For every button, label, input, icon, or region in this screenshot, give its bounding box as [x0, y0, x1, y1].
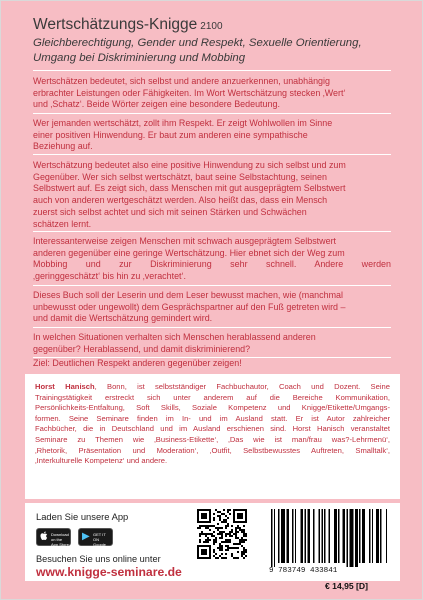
- barcode-bar: [271, 509, 272, 567]
- barcode-bar: [281, 509, 285, 563]
- subtitle-line: Gleichberechtigung, Gender und Respekt, Sexuelle Orientierung,: [33, 37, 362, 49]
- barcode-bar: [324, 509, 325, 563]
- qr-code[interactable]: [197, 509, 247, 559]
- google-play-icon: ▶: [82, 531, 90, 542]
- isbn-number: 9 783749 433841: [269, 567, 338, 575]
- barcode-bar: [328, 509, 329, 563]
- barcode-bar: [359, 509, 360, 563]
- text-line: Wertschätzen bedeutet, sich selbst und andere anzuerkennen, unabhängig: [33, 76, 330, 86]
- author-name: Horst Hanisch: [35, 382, 95, 391]
- text-line: Wer jemanden wertschätzt, zollt ihm Respekt. Er zeigt Wohlwollen im Sinne: [33, 118, 333, 128]
- text-line: ‚Interkulturelle Kompetenz‘ und andere.: [35, 456, 168, 466]
- app-store-badge[interactable]: [36, 528, 71, 546]
- text-line: ‚geringgeschätzt‘ bis hin zu ‚verachtet‘.: [33, 271, 187, 282]
- book-subtitle: [33, 36, 403, 65]
- barcode-bar: [376, 509, 379, 563]
- barcode-bar: [286, 509, 289, 563]
- barcode-bar: [338, 509, 339, 563]
- badge-text: GET IT ON Google Play: [93, 532, 106, 552]
- footer-panel: [25, 503, 400, 591]
- barcode-bar: [307, 509, 310, 563]
- paragraph-6: [33, 332, 391, 355]
- series-number: 2100: [200, 21, 223, 32]
- text-line: Dieses Buch soll der Leserin und dem Leser bewusst machen, wie (manchmal: [33, 290, 343, 300]
- paragraph-4: [33, 236, 391, 283]
- book-title: Wertschätzungs-Knigge: [33, 16, 198, 33]
- text-line: schätzen lernt.: [33, 218, 92, 229]
- text-line: Wertschätzung bedeutet also eine positive Hinwendung zu sich selbst und zum: [33, 160, 346, 170]
- divider: [33, 285, 391, 286]
- text-line: gegenüber? Herablassend, und damit diskriminierend?: [33, 343, 251, 354]
- barcode-bar: [369, 509, 370, 563]
- app-label: Laden Sie unsere App: [36, 511, 129, 522]
- barcode-bar: [305, 509, 306, 563]
- text-line: Seminare zu Themen wie ‚Business-Etikette‘, ‚Das wie ist man/frau was?-Lehrmenü‘,: [35, 434, 390, 444]
- barcode-bar: [321, 509, 322, 563]
- paragraph-7: [33, 358, 391, 370]
- text-line: formen. Seine Seminare finden im In- und im Ausland statt. Er ist Autor zahlreicher: [35, 413, 390, 423]
- text-line: Interessanterweise zeigen Menschen mit schwach ausgeprägtem Selbstwert: [33, 236, 337, 246]
- divider: [33, 154, 391, 155]
- text-line: Beziehung auf.: [33, 141, 93, 152]
- barcode-bar: [355, 509, 358, 567]
- price-label: € 14,95 [D]: [325, 581, 368, 591]
- barcode-bar: [372, 509, 373, 563]
- text-line: Ziel: Deutlichen Respekt anderen gegenüber zeigen!: [33, 358, 242, 368]
- website-link[interactable]: www.knigge-seminare.de: [36, 565, 182, 579]
- badge-text: Download on the App Store: [51, 532, 69, 547]
- paragraph-5: [33, 290, 391, 325]
- barcode-bar: [313, 509, 314, 563]
- visit-label: Besuchen Sie uns online unter: [36, 554, 161, 564]
- text-line: Gegenüber. Wer sich selbst wertschätzt, baut seine Selbstachtung, seinen: [33, 171, 327, 182]
- google-play-badge[interactable]: [78, 528, 113, 552]
- text-line: Persönlichkeits-Entfaltung, Soft Skills, Soziale Kompetenz und Knigge/Etikette/Umgangs-: [35, 403, 390, 413]
- text-line: anderen gegenüber eine geringe Wertschätzung. Hier ebnet sich der Weg zum: [33, 247, 345, 258]
- text-line: Mobbing und zur Diskriminierung sehr schnell. Andere werden: [33, 259, 391, 270]
- text-line: unbewusst oder ungewollt) dem Gesprächspartner auf den Fuß getreten wird –: [33, 301, 346, 312]
- barcode-bar: [334, 509, 337, 563]
- barcode-bar: [278, 509, 279, 563]
- barcode-bar: [292, 509, 293, 563]
- paragraph-3: [33, 160, 391, 230]
- subtitle-line: Umgang bei Diskriminierung und Mobbing: [33, 51, 246, 64]
- barcode-bar: [319, 509, 320, 563]
- barcode: [269, 509, 390, 567]
- barcode-bar: [386, 509, 387, 563]
- text-line: Fachbücher, die in Deutschland und im Ausland erschienen sind. Horst Hanisch veranstaltet: [35, 424, 390, 434]
- author-bio-panel: [25, 374, 400, 499]
- apple-icon: [40, 531, 48, 545]
- divider: [33, 113, 391, 114]
- barcode-bar: [349, 509, 353, 567]
- divider: [33, 70, 391, 71]
- text-line: und damit die Wertschätzung gemindert wird.: [33, 313, 213, 324]
- text-line: zuerst sich selbst achtet und sich mit seinen Stärken und Schwächen: [33, 206, 307, 217]
- divider: [33, 327, 391, 328]
- author-bio: [35, 382, 390, 467]
- barcode-bar: [300, 509, 303, 563]
- text-line: In welchen Situationen verhalten sich Menschen herablassend anderen: [33, 332, 316, 342]
- text-line: einer positiven Hinwendung. Er baut zum anderen eine sympathische: [33, 129, 308, 140]
- barcode-bar: [380, 509, 381, 563]
- text-line: Trainingstätigkeit erstreckt sich unter anderem auf die Bereiche Kommunikation,: [35, 392, 390, 402]
- text-line: auch von anderen wertgeschätzt werden. Also heißt das, dass ein Mensch: [33, 195, 328, 206]
- text-line: ‚Rhetorik, Präsentation und Moderation‘, ‚Outfit, Selbstbewusstes Auftreten, Smalltalk‘,: [35, 445, 390, 455]
- text-line: , Bonn, ist selbstständiger Fachbuchautor, Coach und Dozent. Seine: [94, 382, 390, 391]
- text-line: Selbstwert auf. Es zeigt sich, dass Menschen mit gut ausgeprägtem Selbstwert: [33, 183, 346, 194]
- barcode-bar: [342, 509, 345, 563]
- barcode-bar: [295, 509, 296, 563]
- paragraph-1: [33, 76, 391, 111]
- text-line: erbrachter Leistungen oder Fähigkeiten. Im Wort Wertschätzung stecken ‚Wert‘: [33, 87, 346, 98]
- divider: [33, 231, 391, 232]
- barcode-bar: [347, 509, 348, 567]
- barcode-bar: [274, 509, 275, 567]
- title-line: [33, 16, 223, 34]
- text-line: und ‚Schatz‘. Beide Wörter zeigen eine besondere Bedeutung.: [33, 99, 280, 110]
- paragraph-2: [33, 118, 391, 153]
- barcode-bar: [362, 509, 365, 563]
